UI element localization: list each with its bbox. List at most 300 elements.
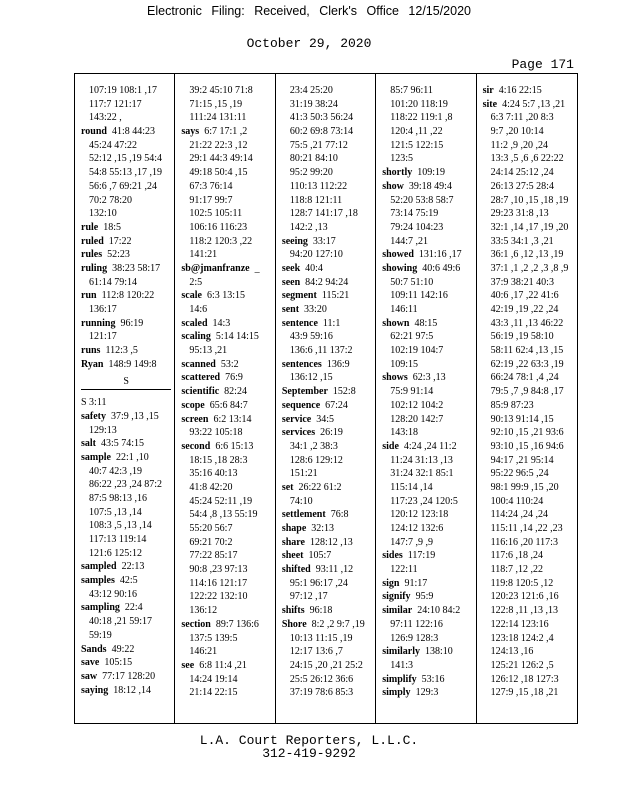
index-entry-continuation — [81, 152, 171, 166]
page-line-refs: 106:16 116:23 — [189, 221, 248, 233]
page-line-refs: 111:24 131:11 — [189, 112, 247, 124]
index-term: seek — [281, 262, 301, 274]
index-entry — [382, 166, 472, 180]
index-entry-continuation — [382, 111, 472, 125]
index-entry-continuation — [382, 152, 472, 166]
index-entry-continuation — [181, 673, 271, 687]
index-term: side — [382, 440, 399, 452]
page-line-refs: 97:12 ,17 — [289, 591, 328, 603]
index-term: samples — [81, 575, 115, 587]
page-line-refs: 94:17 ,21 95:14 — [490, 454, 554, 466]
page-line-refs: 38:23 58:17 — [112, 262, 161, 274]
index-entry-continuation — [181, 194, 271, 208]
page-line-refs: 87:5 98:13 ,16 — [89, 492, 148, 504]
page-line-refs: 100:4 110:24 — [490, 495, 544, 507]
index-entry — [181, 125, 271, 139]
page-line-refs: 119:8 120:5 ,12 — [490, 577, 554, 589]
page-line-refs: 45:24 52:11 ,19 — [189, 495, 253, 507]
index-term: sign — [382, 577, 400, 589]
page-line-refs: 11:1 — [322, 317, 341, 329]
page-line-refs: 71:15 ,15 ,19 — [189, 98, 243, 110]
index-entry — [382, 371, 472, 385]
index-term: sides — [382, 550, 403, 562]
index-entry-continuation — [483, 563, 574, 577]
page-line-refs: 89:7 136:6 — [215, 618, 259, 630]
page-line-refs: 93:11 ,12 — [315, 564, 354, 576]
index-entry-continuation — [483, 481, 574, 495]
page-line-refs: 143:18 — [390, 427, 418, 439]
index-entry — [382, 645, 472, 659]
index-entry-continuation — [382, 454, 472, 468]
page-line-refs: 4:24 ,24 11:2 — [403, 440, 457, 452]
index-entry — [81, 125, 171, 139]
page-line-refs: 40:6 ,17 ,22 41:6 — [490, 290, 559, 302]
index-entry — [483, 98, 574, 112]
page-line-refs: S 3:11 — [81, 397, 107, 409]
index-entry-continuation — [382, 125, 472, 139]
index-entry-continuation — [81, 396, 171, 410]
page-line-refs: 117:23 ,24 120:5 — [390, 495, 458, 507]
page-line-refs: 66:24 78:1 ,4 ,24 — [490, 372, 559, 384]
index-entry — [81, 670, 171, 684]
page-line-refs: 14:6 — [189, 304, 208, 315]
index-entry-continuation — [483, 590, 574, 604]
index-term: sample — [81, 451, 111, 463]
page-line-refs: 108:3 ,5 ,13 ,14 — [89, 520, 152, 532]
page-line-refs: 23:4 25:20 — [289, 85, 333, 96]
index-term: saying — [81, 684, 109, 696]
page-line-refs: 92:10 ,15 ,21 93:6 — [490, 427, 564, 439]
index-entry — [282, 399, 372, 413]
index-column — [376, 74, 476, 723]
index-term: round — [81, 126, 107, 138]
page-line-refs: 114:24 ,24 ,24 — [490, 509, 549, 521]
page-line-refs: 9:7 ,20 10:14 — [490, 126, 544, 138]
index-term: scaling — [181, 331, 211, 343]
index-term: sequence — [281, 399, 321, 411]
index-column — [75, 74, 175, 723]
page-line-refs: 8:2 ,2 9:7 ,19 — [311, 618, 365, 630]
page-line-refs: 115:21 — [321, 290, 350, 302]
page-line-refs: 93:22 105:18 — [189, 427, 243, 439]
index-entry-continuation — [181, 248, 271, 262]
index-entry — [81, 248, 171, 262]
index-entry — [181, 262, 271, 276]
page-line-refs: 40:18 ,21 59:17 — [89, 616, 153, 628]
index-entry — [81, 437, 171, 451]
index-entry-continuation — [181, 467, 271, 481]
index-entry-continuation — [483, 522, 574, 536]
index-entry-continuation — [81, 465, 171, 479]
page-line-refs: 84:2 94:24 — [305, 276, 349, 288]
page-line-refs: 21:22 22:3 ,12 — [189, 139, 248, 151]
page-line-refs: 28:7 ,10 ,15 ,18 ,19 — [490, 194, 569, 206]
index-term: signify — [382, 591, 411, 603]
index-entry-continuation — [282, 590, 372, 604]
index-term: sir — [482, 85, 494, 96]
page-line-refs: 126:12 ,18 127:3 — [490, 673, 559, 685]
page-line-refs: 31:19 38:24 — [289, 98, 338, 110]
page-line-refs: 40:7 42:3 ,19 — [89, 465, 143, 477]
index-entry-continuation — [282, 454, 372, 468]
index-entry-continuation — [483, 536, 574, 550]
index-entry-continuation — [181, 522, 271, 536]
index-entry — [81, 656, 171, 670]
index-entry-continuation — [282, 221, 372, 235]
index-entry — [382, 604, 472, 618]
page-line-refs: 54:4 ,8 ,13 55:19 — [189, 509, 258, 521]
page-line-refs: 37:1 ,1 ,2 ,2 ,3 ,8 ,9 — [490, 262, 569, 274]
page-line-refs: 25:5 26:12 36:6 — [289, 673, 354, 685]
page-line-refs: 124:12 132:6 — [390, 523, 444, 534]
index-entry — [181, 440, 271, 454]
page-line-refs: 122:11 — [390, 564, 418, 576]
index-entry-continuation — [483, 276, 574, 290]
court-reporter-name: L.A. Court Reporters, L.L.C. — [199, 733, 419, 748]
index-entry-continuation — [81, 547, 171, 561]
index-entry — [81, 684, 171, 698]
page-line-refs: 49:22 — [111, 643, 135, 655]
index-entry-continuation — [483, 166, 574, 180]
index-entry — [282, 413, 372, 427]
page-line-refs: 34:5 — [316, 413, 335, 425]
page-line-refs: 120:12 123:18 — [390, 509, 449, 521]
page-line-refs: 18:12 ,14 — [113, 684, 152, 696]
page-line-refs: 18:15 ,18 28:3 — [189, 454, 248, 466]
index-term: set — [281, 481, 294, 493]
index-entry-continuation — [181, 166, 271, 180]
page-line-refs: 107:5 ,13 ,14 — [89, 506, 142, 518]
index-entry-continuation — [382, 632, 472, 646]
index-term: share — [281, 536, 305, 548]
index-term: shifted — [281, 564, 311, 576]
page-line-refs: 43:5 74:15 — [101, 438, 145, 450]
page-line-refs: 29:23 31:8 ,13 — [490, 208, 549, 220]
index-term: shows — [382, 372, 408, 384]
page-line-refs: 41:3 50:3 56:24 — [289, 112, 354, 124]
index-entry — [81, 235, 171, 249]
index-entry — [382, 590, 472, 604]
index-entry-continuation — [81, 180, 171, 194]
index-entry-continuation — [483, 686, 574, 700]
page-line-refs: 79:5 ,7 ,9 84:8 ,17 — [490, 386, 564, 398]
page-line-refs: 136:12 — [189, 605, 218, 617]
page-line-refs: 59:19 — [89, 629, 112, 641]
page-line-refs: 116:16 ,20 117:3 — [490, 536, 558, 548]
index-term: section — [181, 618, 211, 630]
index-entry-continuation — [282, 577, 372, 591]
index-table — [74, 73, 578, 724]
index-entry-continuation — [81, 111, 171, 125]
index-term: showed — [382, 249, 414, 261]
page-line-refs: 76:9 — [225, 372, 243, 384]
index-term: simply — [382, 687, 411, 699]
page-line-refs: 118:7 ,12 ,22 — [490, 564, 544, 576]
page-line-refs: 48:15 — [414, 317, 438, 329]
index-entry — [282, 522, 372, 536]
page-line-refs: 45:24 47:22 — [89, 139, 138, 151]
index-entry-continuation — [282, 248, 372, 262]
page-line-refs: 114:16 121:17 — [189, 577, 248, 589]
index-entry — [81, 344, 171, 358]
page-line-refs: 33:17 — [312, 235, 336, 247]
page-line-refs: 4:16 22:15 — [498, 85, 542, 96]
page-line-refs: 18:5 — [103, 221, 121, 233]
index-entry-continuation — [282, 84, 372, 98]
page-line-refs: 17:22 — [108, 235, 132, 247]
index-entry-continuation — [382, 618, 472, 632]
index-entry-continuation — [81, 492, 171, 506]
index-entry-continuation — [483, 440, 574, 454]
index-entry-continuation — [81, 478, 171, 492]
page-line-refs: 49:18 50:4 ,15 — [189, 167, 248, 179]
index-entry-continuation — [282, 467, 372, 481]
index-entry-continuation — [81, 139, 171, 153]
page-line-refs: 37:19 78:6 85:3 — [289, 687, 354, 699]
index-term: ruling — [81, 262, 108, 274]
page-line-refs: 24:14 25:12 ,24 — [490, 167, 554, 179]
index-entry — [81, 601, 171, 615]
page-line-refs: 26:19 — [320, 427, 343, 439]
index-entry-continuation — [483, 344, 574, 358]
page-line-refs: 122:14 123:16 — [490, 618, 549, 630]
index-entry-continuation — [282, 98, 372, 112]
index-term: shape — [281, 523, 307, 534]
index-entry — [382, 549, 472, 563]
index-entry-continuation — [483, 659, 574, 673]
page-line-refs: 131:16 ,17 — [418, 249, 462, 261]
page-line-refs: 98:1 99:9 ,15 ,20 — [490, 481, 559, 493]
index-entry-continuation — [483, 632, 574, 646]
page-line-refs: 151:21 — [289, 468, 318, 480]
page-line-refs: 67:3 76:14 — [189, 180, 233, 192]
page-line-refs: 80:21 84:10 — [289, 153, 338, 165]
page-line-refs: 53:16 — [421, 673, 445, 685]
page-line-refs: 22:1 ,10 — [116, 451, 149, 463]
index-entry-continuation — [181, 495, 271, 509]
index-term: ruled — [81, 235, 104, 247]
index-entry-continuation — [382, 413, 472, 427]
index-entry-continuation — [81, 629, 171, 643]
index-entry-continuation — [181, 111, 271, 125]
page-line-refs: 128:12 ,13 — [309, 536, 353, 548]
index-entry — [181, 317, 271, 331]
index-entry-continuation — [483, 289, 574, 303]
page-line-refs: 90:13 91:14 ,15 — [490, 413, 554, 425]
page-line-refs: 142:2 ,13 — [289, 221, 328, 233]
index-entry — [282, 289, 372, 303]
page-line-refs: 4:24 5:7 ,13 ,21 — [502, 98, 566, 110]
page-line-refs: 56:19 ,19 58:10 — [490, 331, 554, 343]
page-line-refs: 12:17 13:6 ,7 — [289, 646, 343, 658]
index-entry-continuation — [181, 221, 271, 235]
page-line-refs: 147:7 ,9 ,9 — [390, 536, 433, 548]
page-line-refs: 101:20 118:19 — [390, 98, 448, 110]
index-term: screen — [181, 413, 209, 425]
index-entry-continuation — [181, 686, 271, 700]
index-entry-continuation — [382, 399, 472, 413]
index-entry — [81, 410, 171, 424]
index-term: seeing — [281, 235, 308, 247]
page-line-refs: 102:19 104:7 — [390, 345, 444, 357]
page-line-refs: 93:10 ,15 ,16 94:6 — [490, 440, 564, 452]
index-term: salt — [81, 438, 96, 450]
index-entry-continuation — [181, 549, 271, 563]
page-line-refs: 118:2 120:3 ,22 — [189, 235, 253, 247]
index-entry — [282, 262, 372, 276]
index-term: September — [281, 386, 328, 398]
index-entry-continuation — [282, 194, 372, 208]
index-entry-continuation — [81, 98, 171, 112]
index-entry-continuation — [483, 385, 574, 399]
page-line-refs: 26:13 27:5 28:4 — [490, 180, 554, 192]
index-term: scale — [181, 290, 202, 302]
index-term: saw — [81, 670, 98, 682]
page-line-refs: 6:7 17:1 ,2 — [204, 126, 248, 138]
page-line-refs: 117:19 — [407, 550, 436, 562]
page-line-refs: 120:23 121:6 ,16 — [490, 591, 559, 603]
page-line-refs: 144:7 ,21 — [390, 235, 428, 247]
index-entry — [382, 577, 472, 591]
page-line-refs: 39:2 45:10 71:8 — [189, 85, 253, 96]
page-line-refs: 52:12 ,15 ,19 54:4 — [89, 153, 163, 165]
page-line-refs: 121:5 122:15 — [390, 139, 444, 151]
page-line-refs: 121:6 125:12 — [89, 547, 143, 559]
index-entry-continuation — [282, 139, 372, 153]
page-line-refs: 82:24 — [224, 386, 247, 398]
page-line-refs: 137:5 139:5 — [189, 632, 238, 644]
index-entry-continuation — [382, 467, 472, 481]
index-entry — [282, 508, 372, 522]
index-entry-continuation — [282, 440, 372, 454]
page-line-refs: 11:2 ,9 ,20 ,24 — [490, 139, 549, 151]
index-entry-continuation — [81, 207, 171, 221]
page-line-refs: 85:9 87:23 — [490, 399, 534, 411]
index-entry-continuation — [382, 98, 472, 112]
index-term: save — [81, 657, 100, 669]
page-line-refs: 95:22 96:5 ,24 — [490, 468, 549, 480]
page-line-refs: 117:7 121:17 — [89, 98, 142, 110]
page-line-refs: 109:19 — [417, 167, 445, 179]
page-line-refs: 52:23 — [107, 249, 130, 261]
index-entry-continuation — [181, 481, 271, 495]
index-entry-continuation — [382, 221, 472, 235]
page-line-refs: 42:5 — [119, 575, 138, 587]
page-line-refs: 76:8 — [330, 509, 349, 521]
index-entry-continuation — [382, 276, 472, 290]
page-line-refs: 32:1 ,14 ,17 ,19 ,20 — [490, 221, 569, 233]
index-entry-continuation — [382, 84, 472, 98]
index-entry-continuation — [282, 645, 372, 659]
page-line-refs: 152:8 — [332, 386, 356, 398]
page-line-refs: 148:9 149:8 — [108, 358, 157, 370]
index-entry-continuation — [282, 632, 372, 646]
index-entry-continuation — [282, 673, 372, 687]
index-entry-continuation — [382, 495, 472, 509]
page-line-refs: 102:5 105:11 — [189, 208, 243, 220]
page-line-refs: 91:17 99:7 — [189, 194, 233, 206]
index-term: sb@jmanfranze — [181, 262, 250, 274]
index-term: scanned — [181, 358, 216, 370]
page-line-refs: 77:17 128:20 — [102, 670, 156, 682]
page-line-refs: 109:11 142:16 — [390, 290, 448, 302]
index-entry — [282, 618, 372, 632]
index-entry — [81, 643, 171, 657]
page-line-refs: 58:11 62:4 ,13 ,15 — [490, 345, 564, 357]
index-term: shown — [382, 317, 410, 329]
page-line-refs: 112:8 120:22 — [101, 290, 155, 302]
page-line-refs: 40:6 49:6 — [422, 262, 461, 274]
page-line-refs: 136:17 — [89, 304, 117, 315]
page-line-refs: 118:8 121:11 — [289, 194, 343, 206]
index-entry — [282, 385, 372, 399]
index-entry — [282, 549, 372, 563]
index-entry-continuation — [382, 563, 472, 577]
page-line-refs: 117:13 119:14 — [89, 534, 147, 545]
index-entry — [81, 574, 171, 588]
page-line-refs: 40:4 — [305, 262, 323, 274]
index-entry-continuation — [483, 111, 574, 125]
index-entry-continuation — [81, 166, 171, 180]
index-term: sent — [281, 304, 300, 315]
index-entry-continuation — [181, 590, 271, 604]
index-entry-continuation — [81, 84, 171, 98]
index-entry-continuation — [382, 344, 472, 358]
index-entry-continuation — [181, 235, 271, 249]
index-entry — [181, 330, 271, 344]
index-term: similarly — [382, 646, 420, 658]
page-line-refs: 138:10 — [425, 646, 453, 658]
index-term: says — [181, 126, 200, 138]
page-line-refs: 69:21 70:2 — [189, 536, 233, 548]
index-entry-continuation — [483, 207, 574, 221]
index-entry-continuation — [181, 563, 271, 577]
page-line-refs: 115:14 ,14 — [390, 481, 433, 493]
index-entry — [81, 451, 171, 465]
index-entry-continuation — [483, 549, 574, 563]
index-entry-continuation — [483, 152, 574, 166]
index-term: safety — [81, 410, 106, 422]
index-entry-continuation — [181, 180, 271, 194]
page-line-refs: 33:5 34:1 ,3 ,21 — [490, 235, 554, 247]
index-entry-continuation — [483, 454, 574, 468]
index-term: scattered — [181, 372, 221, 384]
page-line-refs: 95:1 96:17 ,24 — [289, 577, 348, 589]
index-entry-continuation — [382, 235, 472, 249]
index-entry — [382, 262, 472, 276]
page-line-refs: 35:16 40:13 — [189, 468, 238, 480]
page-line-refs: 62:21 97:5 — [390, 331, 434, 343]
index-entry-continuation — [81, 330, 171, 344]
index-entry — [382, 180, 472, 194]
index-term: showing — [382, 262, 418, 274]
index-entry-continuation — [483, 645, 574, 659]
index-entry — [81, 289, 171, 303]
page-line-refs: 11:24 31:13 ,13 — [390, 454, 453, 466]
index-entry-continuation — [483, 125, 574, 139]
page-line-refs: 26:22 61:2 — [298, 481, 342, 493]
index-entry — [81, 221, 171, 235]
page-line-refs: 42:19 ,19 ,22 ,24 — [490, 304, 559, 315]
page-line-refs: 128:20 142:7 — [390, 413, 444, 425]
index-entry — [81, 317, 171, 331]
index-term: show — [382, 180, 404, 192]
index-entry — [282, 426, 372, 440]
page-line-refs: 14:24 19:14 — [189, 673, 238, 685]
index-term: simplify — [382, 673, 417, 685]
page-line-refs: 85:7 96:11 — [390, 85, 433, 96]
page-line-refs: 32:13 — [311, 523, 335, 534]
